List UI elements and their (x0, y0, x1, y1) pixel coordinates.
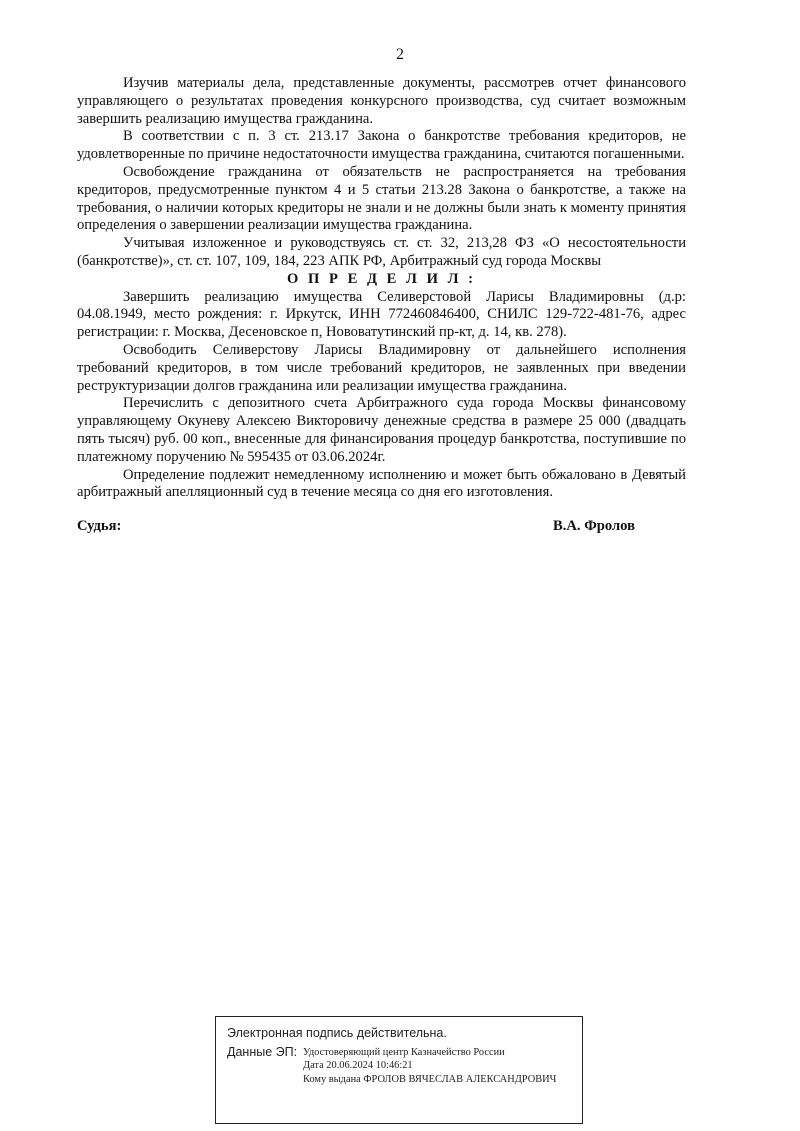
document-body (77, 75, 686, 502)
paragraph: Освобождение гражданина от обязательств не распространяется на требования кредиторов, предусмотренные пунктом 4 и 5 статьи 213.28 Закона о банкротстве, а также на требования, о наличии которых кредиторы не знали и не должны были знать к моменту принятия определения о завершении реализации имущества гражданина. (77, 163, 686, 234)
paragraph: В соответствии с п. 3 ст. 213.17 Закона о банкротстве требования кредиторов, не удовлетворенные по причине недостаточности имущества гражданина, считаются погашенными. (77, 128, 686, 163)
judge-label: Судья: (77, 518, 122, 534)
signature-valid-text: Электронная подпись действительна. (227, 1026, 447, 1040)
decision-paragraph: Завершить реализацию имущества Селиверстовой Ларисы Владимировны (д.р: 04.08.1949, место рождения: г. Иркутск, ИНН 772460846400, СНИЛС 129-722-481-76, адрес регистрации: г. Москва, Десеновское п, Нововатутинский пр-кт, д. 14, кв. 278). (77, 288, 686, 341)
decision-heading: О П Р Е Д Е Л И Л : (287, 270, 476, 287)
electronic-signature-stamp (215, 1016, 583, 1124)
signature-date: Дата 20.06.2024 10:46:21 (303, 1060, 413, 1072)
signature-issuer: Удостоверяющий центр Казначейство России (303, 1047, 505, 1058)
decision-paragraph: Освободить Селиверстову Ларисы Владимировну от дальнейшего исполнения требований кредиторов, в том числе требований кредиторов, не заявленных при введении реструктуризации долгов гражданина или реализации имущества гражданина. (77, 341, 686, 394)
decision-paragraph: Перечислить с депозитного счета Арбитражного суда города Москвы финансовому управляющему Окуневу Алексею Викторовичу денежные средства в размере 25 000 (двадцать пять тысяч) руб. 00 коп., внесенные для финансирования процедур банкротства, поступившие по платежному поручению № 595435 от 03.06.2024г. (77, 395, 686, 465)
paragraph: Учитывая изложенное и руководствуясь ст. ст. 32, 213,28 ФЗ «О несостоятельности (банкротстве)», ст. ст. 107, 109, 184, 223 АПК РФ, Арбитражный суд города Москвы (77, 235, 686, 269)
signature-details (303, 1046, 556, 1086)
paragraph: Изучив материалы дела, представленные документы, рассмотрев отчет финансового управляющего о результатах проведения конкурсного производства, суд считает возможным завершить реализацию имущества гражданина. (77, 75, 686, 127)
page-number: 2 (396, 46, 404, 63)
signature-data-label: Данные ЭП: (227, 1045, 298, 1059)
signature-issued-to: Кому выдана ФРОЛОВ ВЯЧЕСЛАВ АЛЕКСАНДРОВИЧ (303, 1073, 557, 1085)
decision-paragraph: Определение подлежит немедленному исполнению и может быть обжаловано в Девятый арбитражный апелляционный суд в течение месяца со дня его изготовления. (77, 466, 686, 501)
judge-name: В.А. Фролов (553, 518, 635, 534)
